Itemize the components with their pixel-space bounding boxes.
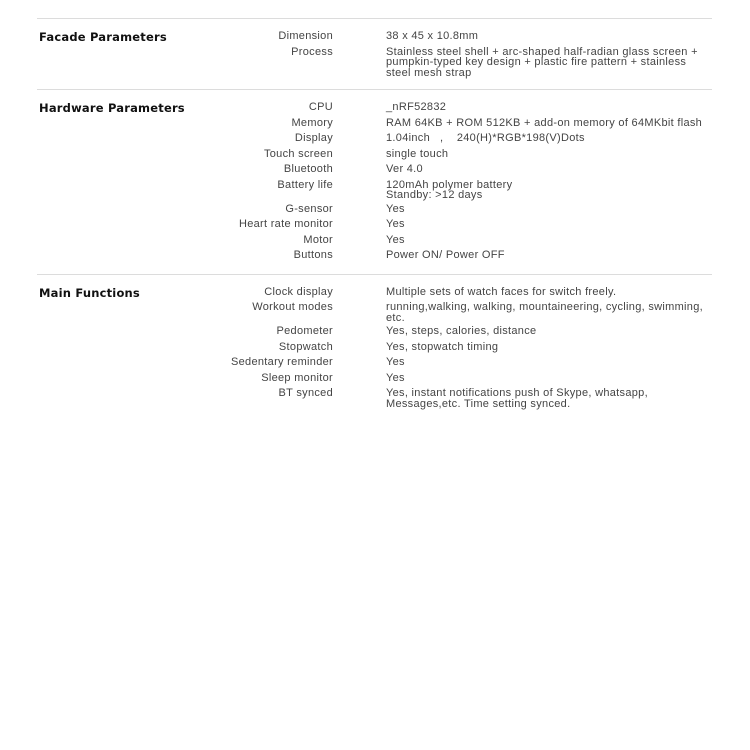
spec-value: 120mAh polymer battery Standby: >12 days — [386, 178, 513, 201]
spec-row-touch-screen — [37, 148, 712, 162]
spec-value: RAM 64KB + ROM 512KB + add-on memory of 64MKbit flash — [386, 116, 703, 129]
spec-value: Power ON/ Power OFF — [386, 249, 505, 261]
spec-row-sedentary-reminder — [37, 356, 712, 370]
spec-row-process — [37, 46, 712, 79]
spec-label: Touch screen — [263, 147, 333, 160]
spec-value: Yes — [386, 233, 405, 246]
spec-value: Yes — [386, 356, 405, 368]
section-title: Main Functions — [39, 285, 140, 300]
spec-label: Stopwatch — [278, 340, 333, 353]
spec-label: Pedometer — [276, 325, 333, 337]
spec-row-g-sensor — [37, 203, 712, 217]
spec-row-heart-rate-monitor — [37, 218, 712, 232]
spec-row-buttons — [37, 249, 712, 263]
spec-value: single touch — [386, 147, 449, 160]
spec-label: Memory — [291, 116, 333, 129]
spec-row-display — [37, 132, 712, 146]
section-title: Hardware Parameters — [39, 101, 185, 115]
section-facade-parameters — [37, 19, 712, 90]
spec-label: Process — [291, 45, 333, 58]
spec-row-bt-synced — [37, 387, 712, 409]
spec-label: Workout modes — [252, 301, 333, 313]
spec-row-battery-life — [37, 179, 712, 201]
spec-value: Yes, steps, calories, distance — [386, 325, 537, 337]
spec-row-pedometer — [37, 325, 712, 339]
spec-label: Bluetooth — [283, 163, 333, 175]
spec-value: Yes — [386, 202, 405, 215]
spec-label: G-sensor — [285, 202, 333, 215]
spec-value: Yes, instant notifications push of Skype, whatsapp, Messages,etc. Time setting synced. — [386, 387, 648, 410]
spec-row-workout-modes — [37, 301, 712, 323]
spec-label: Clock display — [264, 285, 333, 298]
spec-label: Motor — [303, 233, 333, 246]
spec-row-motor — [37, 234, 712, 248]
spec-label: CPU — [308, 101, 333, 113]
spec-value: Yes, stopwatch timing — [386, 340, 499, 353]
spec-value: 1.04inch , 240(H)*RGB*198(V)Dots — [386, 132, 585, 144]
spec-sheet — [37, 18, 712, 420]
spec-row-memory — [37, 117, 712, 131]
spec-value: running,walking, walking, mountaineering, cycling, swimming, etc. — [386, 301, 703, 324]
section-hardware-parameters — [37, 90, 712, 275]
spec-label: Dimension — [278, 30, 333, 42]
spec-row-sleep-monitor — [37, 372, 712, 386]
spec-label: Buttons — [293, 249, 333, 261]
spec-value: 38 x 45 x 10.8mm — [386, 30, 479, 42]
spec-label: Heart rate monitor — [238, 218, 333, 230]
spec-label: Sedentary reminder — [230, 356, 333, 368]
spec-label: BT synced — [278, 387, 333, 399]
spec-value: Multiple sets of watch faces for switch freely. — [386, 285, 617, 298]
spec-value: Yes — [386, 371, 405, 384]
spec-label: Sleep monitor — [261, 371, 333, 384]
section-title: Facade Parameters — [39, 30, 167, 44]
spec-label: Battery life — [277, 178, 333, 191]
spec-value: Stainless steel shell + arc-shaped half-radian glass screen + pumpkin-typed key design + plastic fire pattern + stainless steel mesh strap — [386, 45, 698, 79]
spec-row-bluetooth — [37, 163, 712, 177]
section-main-functions — [37, 275, 712, 421]
spec-value: Yes — [386, 218, 405, 230]
spec-value: _nRF52832 — [386, 101, 447, 113]
spec-label: Display — [294, 132, 333, 144]
spec-value: Ver 4.0 — [386, 163, 423, 175]
spec-row-stopwatch — [37, 341, 712, 355]
